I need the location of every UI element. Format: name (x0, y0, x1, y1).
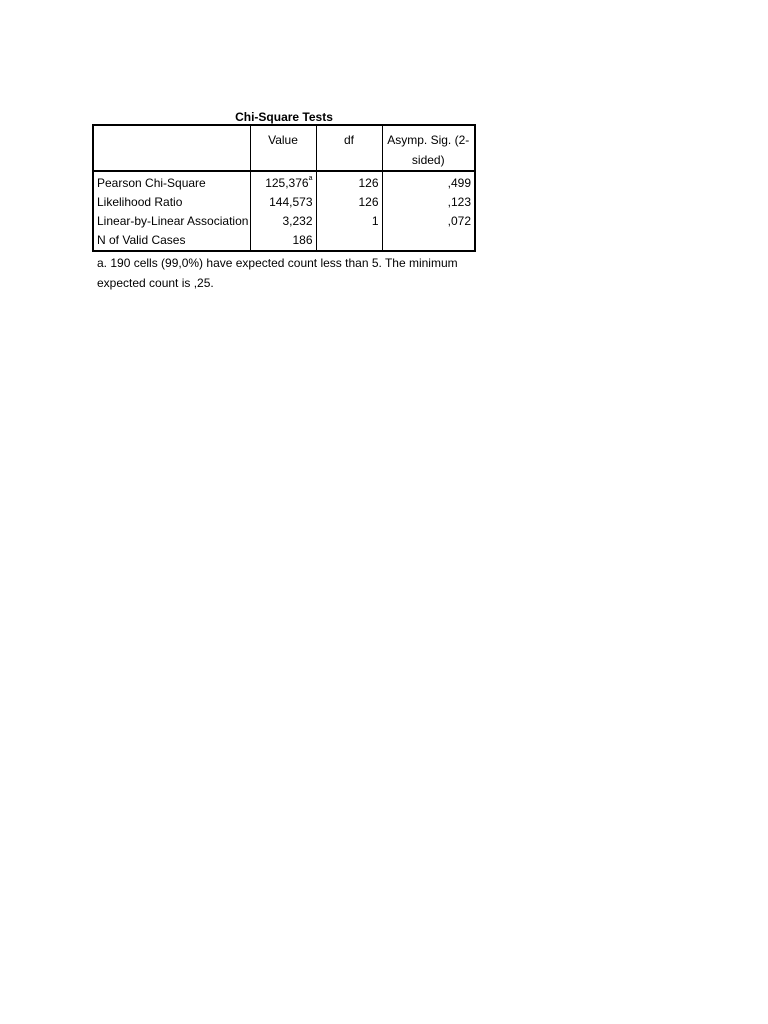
sig-cell: ,499 (382, 171, 475, 193)
value-text: 125,376 (265, 176, 309, 190)
sig-cell (382, 231, 475, 251)
value-cell: 3,232 (250, 212, 316, 231)
header-value: Value (250, 125, 316, 171)
row-label: Pearson Chi-Square (97, 176, 206, 190)
value-cell: 144,573 (250, 193, 316, 212)
df-cell: 126 (316, 171, 382, 193)
table-row (93, 231, 475, 251)
df-cell: 126 (316, 193, 382, 212)
table-footnote (92, 253, 467, 293)
sig-cell: ,123 (382, 193, 475, 212)
header-corner-cell (93, 125, 250, 171)
header-asymp-sig: Asymp. Sig. (2-sided) (382, 125, 475, 171)
footnote-marker: a (308, 175, 313, 182)
footnote-line: expected count is ,25. (97, 276, 214, 290)
df-cell: 1 (316, 212, 382, 231)
df-cell (316, 231, 382, 251)
table-row (93, 193, 475, 212)
header-row (93, 125, 475, 171)
chi-square-output (92, 110, 476, 293)
footnote-line: a. 190 cells (99,0%) have expected count less than 5. The minimum (97, 256, 458, 270)
header-df: df (316, 125, 382, 171)
table-row (93, 171, 475, 193)
value-cell (250, 171, 316, 193)
table-row (93, 212, 475, 231)
row-label: Linear-by-Linear Association (97, 214, 249, 228)
chi-square-table (92, 124, 476, 252)
sig-cell: ,072 (382, 212, 475, 231)
table-title: Chi-Square Tests (235, 110, 333, 124)
row-label: N of Valid Cases (97, 233, 186, 247)
row-label: Likelihood Ratio (97, 195, 183, 209)
value-cell: 186 (250, 231, 316, 251)
